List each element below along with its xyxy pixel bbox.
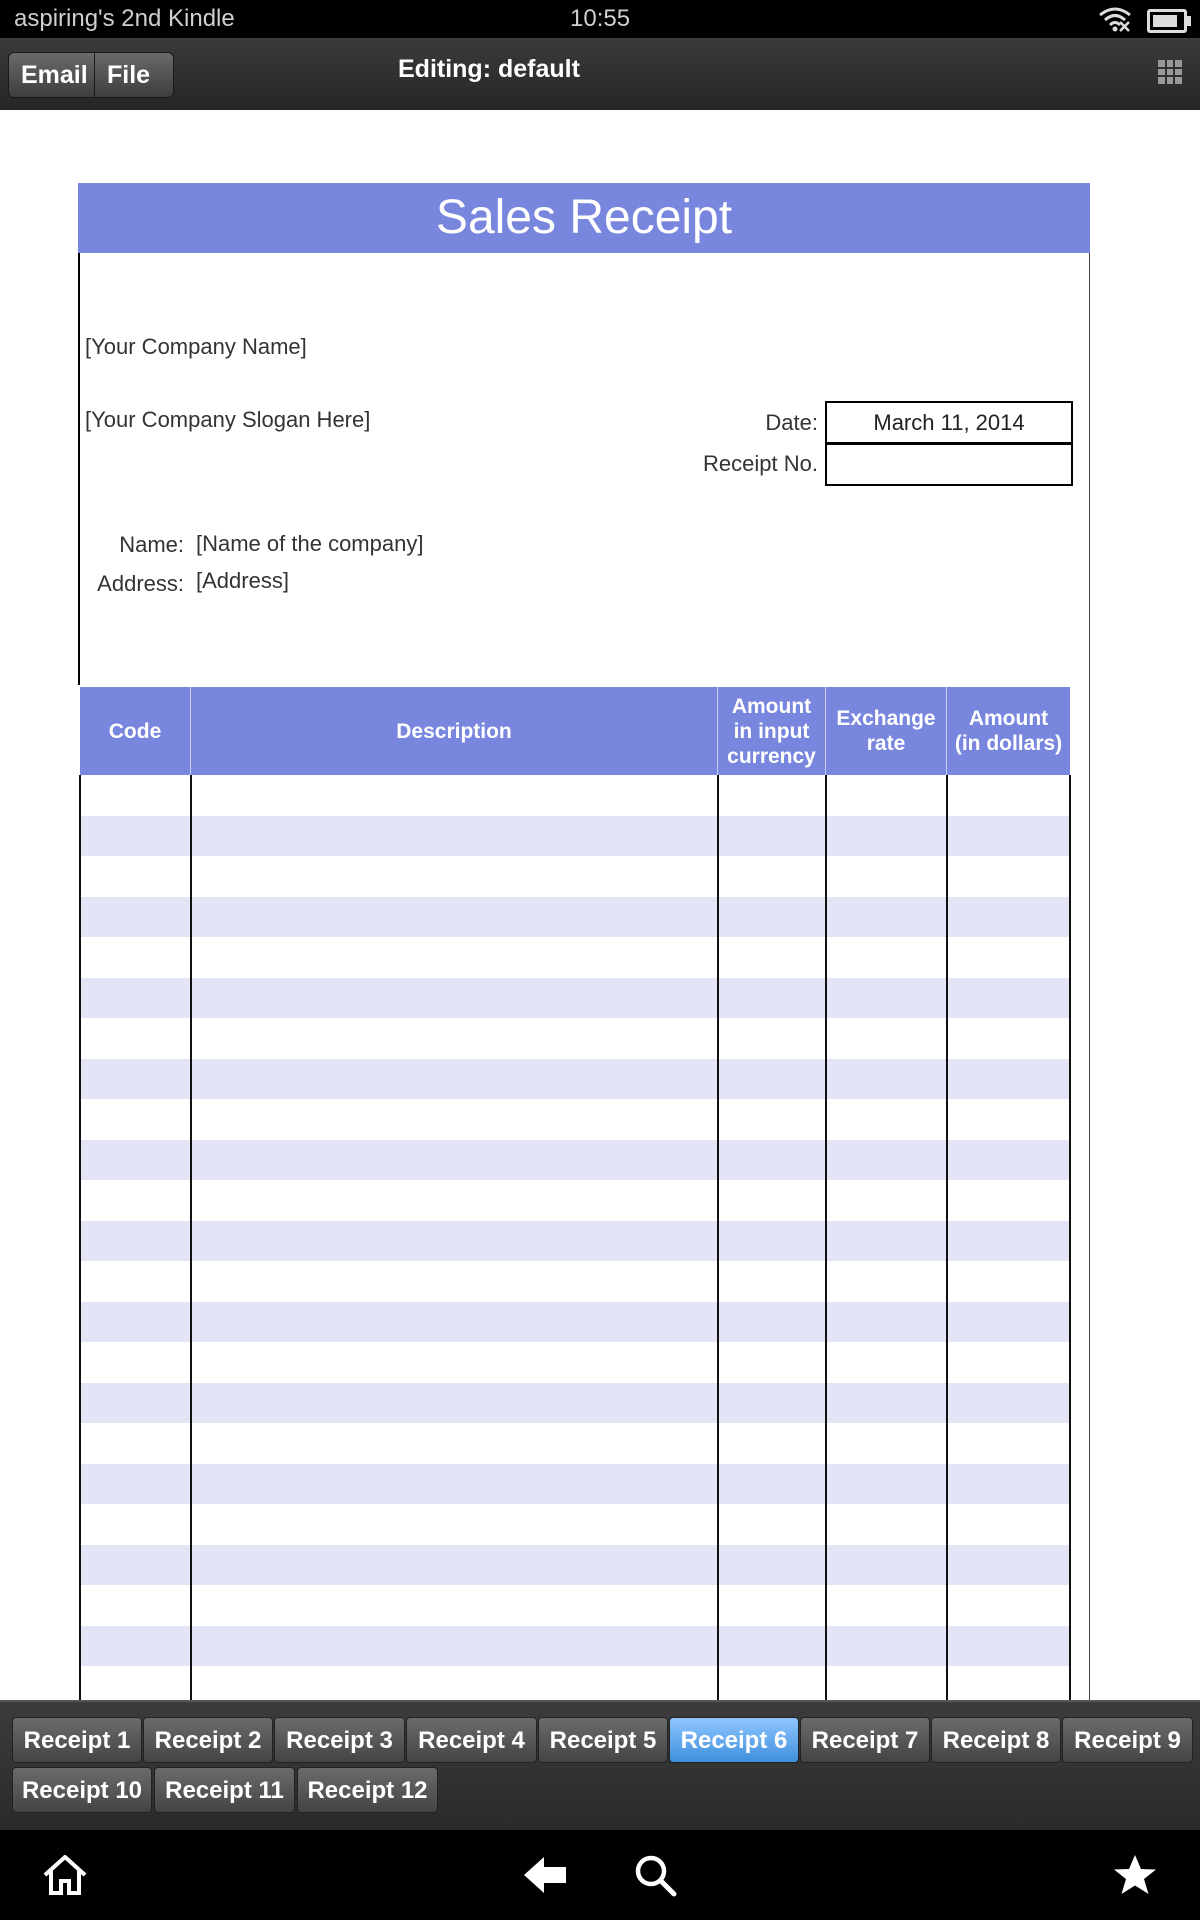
table-row[interactable] — [80, 1666, 1070, 1700]
favorites-icon[interactable] — [1100, 1830, 1170, 1920]
company-slogan[interactable]: [Your Company Slogan Here] — [85, 407, 371, 432]
sheet-tab-receipt-1[interactable]: Receipt 1 — [12, 1717, 142, 1763]
table-row[interactable] — [80, 897, 1070, 938]
home-icon[interactable] — [30, 1830, 100, 1920]
table-row[interactable] — [80, 1099, 1070, 1140]
battery-icon — [1147, 9, 1187, 33]
sheet-tab-receipt-12[interactable]: Receipt 12 — [297, 1767, 438, 1813]
table-row[interactable] — [80, 1342, 1070, 1383]
sheet-tab-receipt-7[interactable]: Receipt 7 — [800, 1717, 930, 1763]
address-value[interactable]: [Address] — [196, 568, 289, 593]
sheet-tab-receipt-4[interactable]: Receipt 4 — [406, 1717, 537, 1763]
header-amount-input[interactable]: Amount in input currency — [718, 687, 826, 775]
wifi-icon — [1098, 6, 1132, 39]
column-divider — [79, 775, 81, 1700]
table-row[interactable] — [80, 1504, 1070, 1545]
header-exchange-rate[interactable]: Exchange rate — [826, 687, 947, 775]
table-row[interactable] — [80, 1018, 1070, 1059]
search-icon[interactable] — [620, 1830, 690, 1920]
column-divider — [190, 775, 192, 1700]
table-row[interactable] — [80, 1140, 1070, 1181]
sheet-tab-receipt-5[interactable]: Receipt 5 — [538, 1717, 668, 1763]
column-divider — [946, 775, 948, 1700]
table-row[interactable] — [80, 1383, 1070, 1424]
column-divider — [1069, 775, 1071, 1700]
grid-icon[interactable] — [1158, 60, 1182, 84]
editing-title: Editing: default — [398, 55, 580, 83]
receipt-no-field[interactable] — [825, 442, 1073, 486]
name-value[interactable]: [Name of the company] — [196, 531, 424, 556]
app-toolbar — [0, 38, 1200, 112]
column-divider — [717, 775, 719, 1700]
table-row[interactable] — [80, 1261, 1070, 1302]
header-code[interactable]: Code — [80, 687, 191, 775]
date-label: Date: — [765, 410, 818, 435]
status-bar — [0, 0, 1200, 38]
spreadsheet-view[interactable] — [0, 110, 1200, 1700]
sheet-tab-receipt-6[interactable]: Receipt 6 — [669, 1717, 799, 1763]
table-body[interactable] — [80, 775, 1070, 1700]
table-row[interactable] — [80, 1302, 1070, 1343]
clock: 10:55 — [570, 5, 631, 32]
email-button[interactable]: Email — [8, 52, 104, 98]
column-divider — [825, 775, 827, 1700]
sheet-tab-receipt-8[interactable]: Receipt 8 — [931, 1717, 1061, 1763]
table-row[interactable] — [80, 1423, 1070, 1464]
table-row[interactable] — [80, 1180, 1070, 1221]
sheet-tab-strip — [0, 1700, 1200, 1832]
system-nav-bar — [0, 1830, 1200, 1920]
sheet-tab-receipt-9[interactable]: Receipt 9 — [1062, 1717, 1193, 1763]
receipt-no-label: Receipt No. — [703, 451, 818, 476]
file-button[interactable]: File — [94, 52, 174, 98]
table-row[interactable] — [80, 1626, 1070, 1667]
device-name: aspiring's 2nd Kindle — [14, 5, 235, 32]
table-row[interactable] — [80, 1545, 1070, 1586]
date-field[interactable]: March 11, 2014 — [825, 401, 1073, 445]
items-table — [80, 687, 1070, 775]
table-row[interactable] — [80, 937, 1070, 978]
table-row[interactable] — [80, 1585, 1070, 1626]
name-label: Name: — [119, 532, 184, 557]
table-row[interactable] — [80, 856, 1070, 897]
table-row[interactable] — [80, 775, 1070, 816]
receipt-title: Sales Receipt — [78, 183, 1090, 253]
header-amount-dollars[interactable]: Amount (in dollars) — [954, 707, 1063, 755]
sheet-tab-receipt-2[interactable]: Receipt 2 — [143, 1717, 273, 1763]
table-row[interactable] — [80, 816, 1070, 857]
table-row[interactable] — [80, 1221, 1070, 1262]
frame-border-right — [1089, 253, 1090, 1700]
address-label: Address: — [97, 571, 184, 596]
table-row[interactable] — [80, 1464, 1070, 1505]
table-row[interactable] — [80, 978, 1070, 1019]
sheet-tab-receipt-3[interactable]: Receipt 3 — [274, 1717, 405, 1763]
frame-border-left — [78, 253, 80, 685]
table-row[interactable] — [80, 1059, 1070, 1100]
company-name[interactable]: [Your Company Name] — [85, 334, 307, 359]
sheet-tab-receipt-10[interactable]: Receipt 10 — [12, 1767, 152, 1813]
back-icon[interactable] — [510, 1830, 580, 1920]
table-header — [80, 687, 1070, 775]
sheet-tab-receipt-11[interactable]: Receipt 11 — [154, 1767, 295, 1813]
header-description[interactable]: Description — [191, 687, 718, 775]
